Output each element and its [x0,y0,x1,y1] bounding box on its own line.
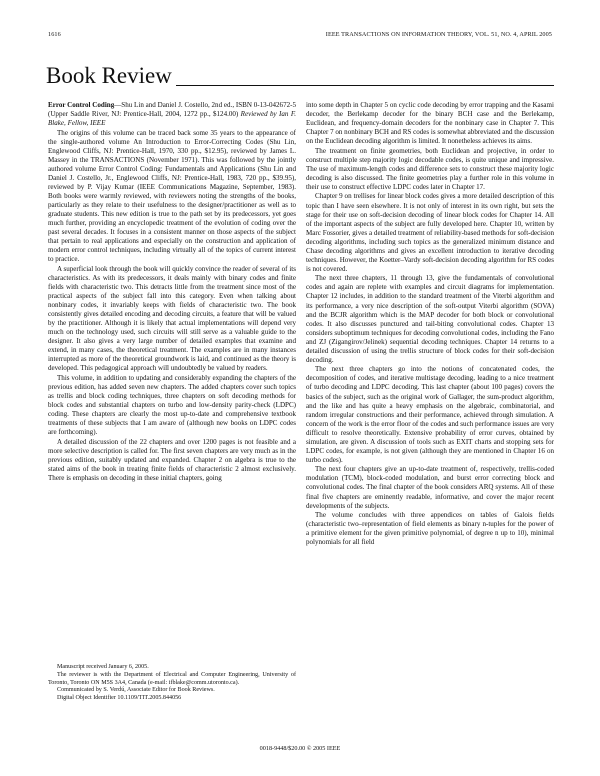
footnote: Communicated by S. Verdú, Associate Editor for Book Reviews. [57,687,215,694]
left-column [48,101,296,483]
footnotes [48,664,296,703]
section-title-row [46,62,554,90]
paragraph: The volume concludes with three appendices on tables of Galois fields (characteristic two–representation of field elements as binary n-tuples for the power of a primitive element for the given primitive polynomial, of degree n up to 10), minimal polynomials for all field [306,511,554,547]
footnote: Digital Object Identifier 10.1109/TIT.2005.844056 [57,695,182,702]
page-number: 1616 [48,31,61,38]
section-title: Book Review [46,63,172,88]
paragraph: The next three chapters go into the notions of concatenated codes, the decomposition of codes, and iterative multistage decoding, leading to a nice treatment of turbo decoding and LDPC decoding. This last chapter (about 100 pages) covers the basics of the subject, such as the original work of Gallager, the sum-product algorithm, and the like and has quite a heavy emphasis on the algebraic, combinatorial, and random irregular constructions and their performance, achieved through simulation. A concern of the work is the error floor of the codes and such performance issues are very difficult to resolve theoretically. Extensive probability of error curves, obtained by simulation, are given. A discussion of tools such as EXIT charts and stopping sets for LDPC codes, for example, is not given (although they are mentioned in Chapter 16 on turbo codes). [306,365,554,464]
footnote: Manuscript received January 6, 2005. [57,664,149,670]
paragraph: The next four chapters give an up-to-date treatment of, respectively, trellis-coded modulation (TCM), block-coded modulation, and burst error correcting block and convolutional codes. The final chapter of the book considers ARQ systems. All of these final five chapters are eminently readable, informative, and cover the major recent developments of the subjects. [306,465,554,510]
right-column [306,101,554,548]
paragraph: The treatment on finite geometries, both Euclidean and projective, in order to construct multiple step majority logic decodable codes, is quite unique and impressive. The use of maximum-length codes and difference sets to construct these majority logic decoding is also discussed. The finite geometries play a further role in this volume in their use to construct effective LDPC codes later in Chapter 17. [306,146,554,191]
paragraph: The origins of this volume can be traced back some 35 years to the appearance of the single-authored volume An Introduction to Error-Correcting Codes (Shu Lin, Englewood Cliffs, NJ: Prentice-Hall, 1970, 330 pp., $12.95), reviewed by James L. Massey in the TRANSACTIONS (November 1971). This was followed by the jointly authored volume Error Control Coding: Fundamentals and Applications (Shu Lin and Daniel J. Costello, Jr., Englewood Cliffs, NJ: Prentice-Hall, 1983, 720 pp., $39.95), reviewed by P. Vijay Kumar (IEEE Communications Magazine, September, 1983). Both books were warmly reviewed, with reviewers noting the strengths of the books, particularly as they relate to their usefulness to the designer/practitioner as well as to graduate students. This new edition is true to the path set by its predecessors, yet goes much further, providing an encyclopedic treatment of the evolution of coding over the past several decades. It focuses in a consistent manner on those aspects of the subject that pertain to real applications and especially on the construction and application of modern error control techniques, including virtually all of the topics of current interest to practice. [48,128,296,264]
journal-header: IEEE TRANSACTIONS ON INFORMATION THEORY, VOL. 51, NO. 4, APRIL 2005 [325,31,552,38]
citation-reviewer: Reviewed by Ian F. Blake, Fellow, IEEE [48,110,296,128]
paragraph: This volume, in addition to updating and considerably expanding the chapters of the previous edition, has added seven new chapters. The added chapters cover such topics as trellis and block coding techniques, three chapters on soft decoding methods for block codes and substantial chapters on turbo and low-density parity-check (LDPC) coding. These chapters are clearly the most up-to-date and comprehensive textbook treatments of these subjects that I am aware of (although new books on LDPC codes are forthcoming). [48,373,296,437]
citation-details: —Shu Lin and Daniel J. Costello, 2nd ed., ISBN 0-13-042672-5 (Upper Saddle River, NJ: Prentice-Hall, 2004, 1272 pp., $124.00) [48,101,297,119]
copyright-footer: 0018-9448/$20.00 © 2005 IEEE [259,745,341,752]
citation-book-title: Error Control Coding [48,101,115,109]
paragraph: into some depth in Chapter 5 on cyclic code decoding by error trapping and the Kasami decoder, the Berlekamp decoder for the binary BCH case and the Berlekamp, Euclidean, and frequency-domain decoders for the nonbinary case in Chapter 7. This Chapter 7 on nonbinary BCH and RS codes is somewhat abbreviated and the discussion on the Euclidean decoding algorithm is limited. It nonetheless achieves its aims. [306,101,554,146]
paragraph: The next three chapters, 11 through 13, give the fundamentals of convolutional codes and again are replete with examples and circuit diagrams for implementation. Chapter 12 includes, in addition to the standard treatment of the Viterbi algorithm and its performance, a very nice description of the soft-output Viterbi algorithm (SOVA) and the BCJR algorithm which is the MAP decoder for both block or convolutional codes. It also discusses punctured and tail-biting convolutional codes. Chapter 13 considers suboptimum techniques for decoding convolutional codes, including the Fano and ZJ (Zigangirov/Jelinek) sequential decoding techniques. Chapter 14 returns to a detailed discussion of using the trellis structure of block codes for their soft-decision decoding. [306,274,554,364]
paragraph: Chapter 9 on trellises for linear block codes gives a more detailed description of this topic than I have seen elsewhere. It is not only of interest in its own right, but sets the stage for their use on soft-decision decoding of linear block codes for Chapter 14. All of the important aspects of the subject are fully developed here. Chapter 10, written by Marc Fossorier, gives a detailed treatment of reliability-based methods for soft-decision decoding algorithms, including such topics as the generalized minimum distance and Chase decoding algorithms and gives an excellent introduction to iterative decoding techniques. However, the Koetter–Vardy soft-decision decoding algorithm for RS codes is not covered. [306,192,554,273]
title-rule [176,85,554,86]
footnote: The reviewer is with the Department of Electrical and Computer Engineering, University of Toronto, Toronto ON M5S 3A4, Canada (e-mail: ifblake@comm.utoronto.ca). [48,671,296,686]
paragraph: A superficial look through the book will quickly convince the reader of several of its characteristics. As with its predecessors, it deals mainly with binary codes and finite fields with characteristic two. This detracts little from the treatment since most of the practical aspects of the subject fall into this category. Even when talking about nonbinary codes, it invariably keeps with fields of characteristic two. The book consistently gives detailed encoding and decoding circuits, a feature that will be valued by the practitioner. Although it is likely that actual implementations will depend very much on the technology used, such circuits will still serve as a valuable guide to the designer. It also gives a very large number of detailed examples that examine and extend, in many cases, the theoretical treatment. The examples are in many instances interrupted as more of the theoretical groundwork is laid, and continued as the theory is developed. This pedagogical approach will undoubtedly be valued by readers. [48,264,296,373]
paragraph: A detailed discussion of the 22 chapters and over 1200 pages is not feasible and a more selective description is called for. The first seven chapters are very much as in the previous edition, suitably updated and expanded. Chapter 2 on algebra is true to the stated aims of the book in treating finite fields of characteristic 2 almost exclusively. There is emphasis on decoding in these initial chapters, going [48,437,296,482]
book-citation [48,101,296,128]
